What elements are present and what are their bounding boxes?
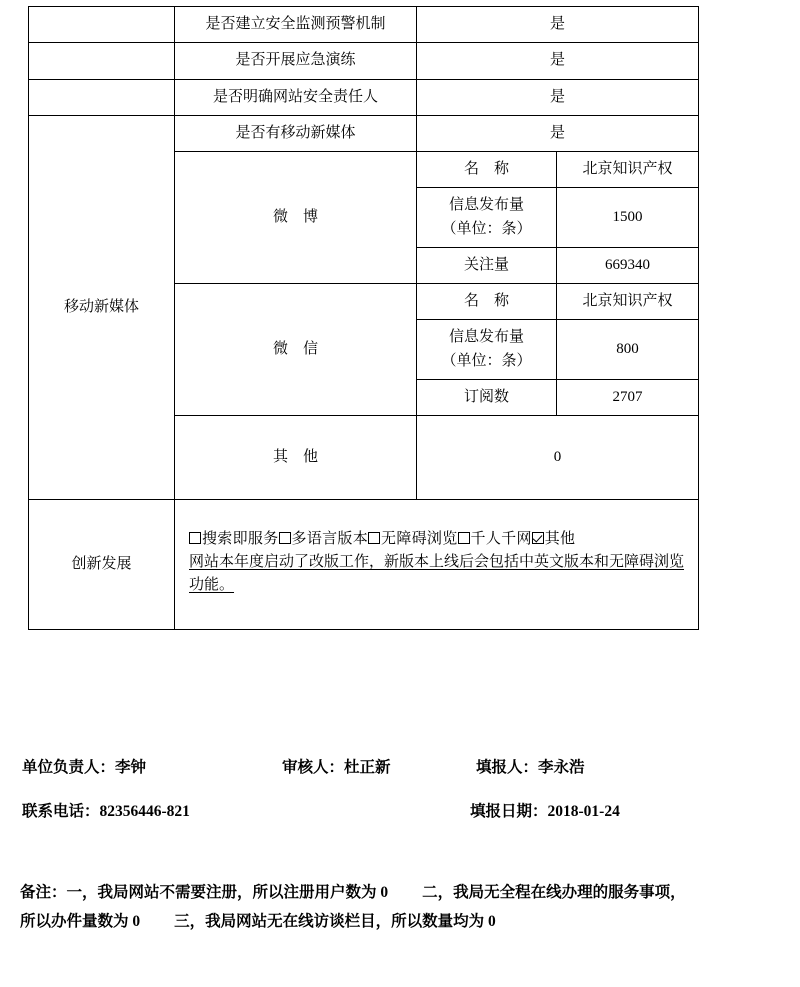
- empty-left-cell: [29, 43, 175, 79]
- empty-left-cell: [29, 7, 175, 43]
- notes-block: [20, 878, 698, 937]
- wechat-publish-label: [417, 320, 557, 380]
- innovation-options: [189, 528, 686, 551]
- innovation-label: 创新发展: [29, 500, 175, 630]
- filler: 填报人：李永浩: [476, 759, 585, 776]
- weibo-follow-label: 关注量: [417, 247, 557, 283]
- weibo-publish-label-line2: （单位：条）: [441, 220, 532, 237]
- wechat-subscribe-value: 2707: [557, 379, 699, 415]
- emergency-drill-label: 是否开展应急演练: [175, 43, 417, 79]
- notes-item-3: 三，我局网站无在线访谈栏目，所以数量均为 0: [174, 913, 496, 931]
- checkbox-personalized-icon[interactable]: [458, 532, 470, 544]
- table-row: [29, 79, 699, 115]
- table-row: [29, 115, 699, 151]
- wechat-name-label: 名 称: [417, 284, 557, 320]
- security-warning-label: 是否建立安全监测预警机制: [175, 7, 417, 43]
- table-row: [29, 43, 699, 79]
- weibo-publish-value: 1500: [557, 188, 699, 248]
- option-label-search-as-service: 搜索即服务: [202, 530, 279, 547]
- empty-left-cell: [29, 79, 175, 115]
- has-mobile-media-value: 是: [417, 115, 699, 151]
- signature-row-2: [20, 799, 720, 843]
- checkbox-search-as-service-icon[interactable]: [189, 532, 201, 544]
- signature-row-1: [20, 755, 720, 799]
- notes-item-2: 二，我局无全程在线办理的服务事项，所以办件量数为 0: [20, 884, 686, 931]
- has-mobile-media-label: 是否有移动新媒体: [175, 115, 417, 151]
- unit-leader: 单位负责人：李钟: [22, 759, 147, 776]
- option-label-personalized: 千人千网: [470, 530, 532, 547]
- reviewer: 审核人：杜正新: [282, 759, 391, 776]
- contact-phone: 联系电话：82356446-821: [22, 803, 190, 820]
- wechat-publish-value: 800: [557, 320, 699, 380]
- annual-report-table: [28, 6, 699, 630]
- emergency-drill-value: 是: [417, 43, 699, 79]
- signature-block: [20, 755, 720, 843]
- checkbox-accessibility-icon[interactable]: [368, 532, 380, 544]
- weibo-name-value: 北京知识产权: [557, 152, 699, 188]
- wechat-label: 微 信: [175, 284, 417, 416]
- option-label-other: 其他: [544, 530, 576, 547]
- weibo-label: 微 博: [175, 152, 417, 284]
- option-label-accessibility: 无障碍浏览: [381, 530, 458, 547]
- mobile-media-group-label: 移动新媒体: [29, 115, 175, 499]
- table-row: [29, 500, 699, 630]
- wechat-publish-label-line2: （单位：条）: [441, 352, 532, 369]
- wechat-publish-label-line1: 信息发布量: [448, 329, 524, 346]
- checkbox-multilingual-icon[interactable]: [279, 532, 291, 544]
- notes-item-1: 一，我局网站不需要注册，所以注册用户数为 0: [66, 884, 389, 901]
- report-date: 填报日期：2018-01-24: [470, 803, 620, 820]
- other-media-value: 0: [417, 416, 699, 500]
- notes-prefix: 备注：: [20, 884, 67, 901]
- weibo-follow-value: 669340: [557, 247, 699, 283]
- wechat-subscribe-label: 订阅数: [417, 379, 557, 415]
- table-row: [29, 7, 699, 43]
- option-label-multilingual: 多语言版本: [291, 530, 369, 547]
- innovation-description: 网站本年度启动了改版工作，新版本上线后会包括中英文版本和无障碍浏览功能。: [189, 553, 685, 594]
- innovation-content: [175, 500, 699, 630]
- security-officer-label: 是否明确网站安全责任人: [175, 79, 417, 115]
- security-officer-value: 是: [417, 79, 699, 115]
- checkbox-other-icon[interactable]: [532, 532, 544, 544]
- security-warning-value: 是: [417, 7, 699, 43]
- wechat-name-value: 北京知识产权: [557, 284, 699, 320]
- weibo-publish-label: [417, 188, 557, 248]
- other-media-label: 其 他: [175, 416, 417, 500]
- weibo-name-label: 名 称: [417, 152, 557, 188]
- weibo-publish-label-line1: 信息发布量: [448, 197, 524, 214]
